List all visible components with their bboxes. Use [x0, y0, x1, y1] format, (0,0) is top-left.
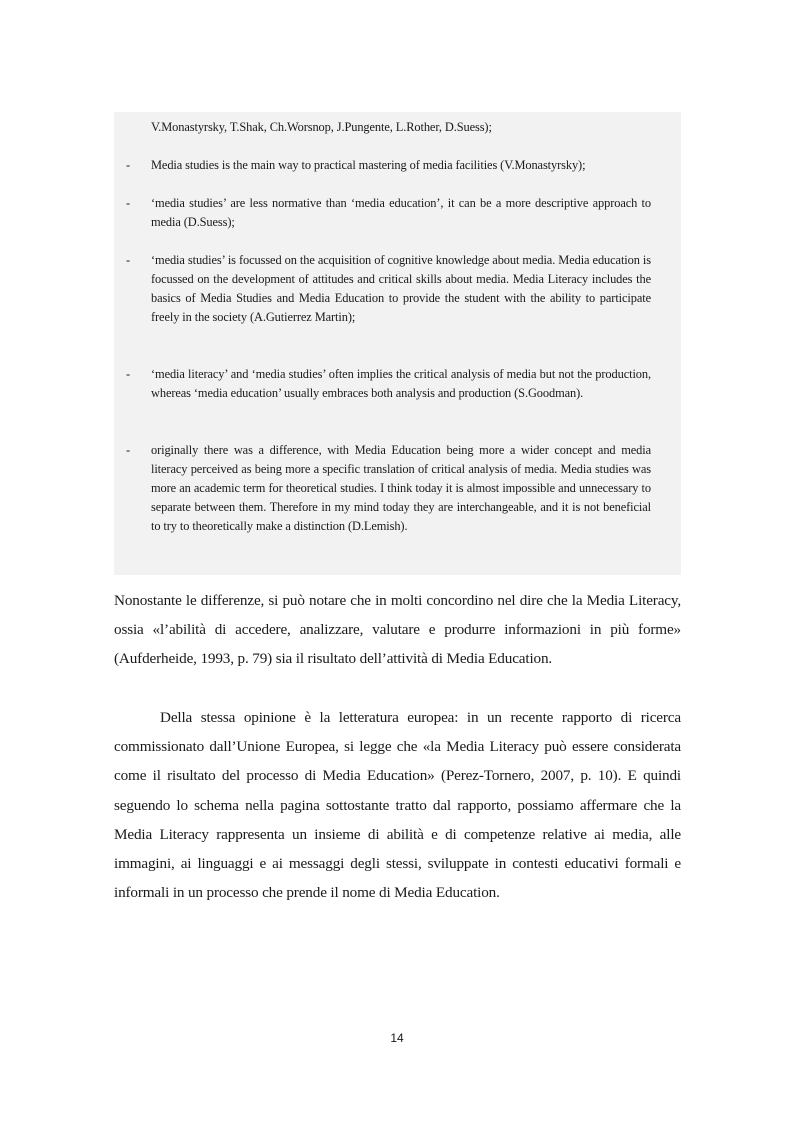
- bullet-dash: -: [126, 196, 131, 210]
- quote-continuation: V.Monastyrsky, T.Shak, Ch.Worsnop, J.Pungente, L.Rother, D.Suess);: [151, 120, 492, 134]
- bullet-dash: -: [126, 158, 131, 172]
- bullet-dash: -: [126, 367, 131, 381]
- bullet-text: ‘media studies’ are less normative than ‘media education’, it can be a more descriptive approach to media (D.Suess);: [151, 196, 651, 229]
- bullet-text: Media studies is the main way to practical mastering of media facilities (V.Monastyrsky);: [151, 158, 586, 172]
- bullet-text: ‘media literacy’ and ‘media studies’ often implies the critical analysis of media but not the production, whereas ‘media education’ usually embraces both analysis and production (S.Goodman).: [151, 367, 651, 400]
- bullet-text: ‘media studies’ is focussed on the acquisition of cognitive knowledge about media. Media education is focussed on the development of attitudes and critical skills about media. Media Literacy includes the basics of Media Studies and Media Education to provide the student with the ability to participate freely in the society (A.Gutierrez Martin);: [151, 253, 651, 324]
- bullet-dash: -: [126, 253, 131, 267]
- body-paragraph: Nonostante le differenze, si può notare che in molti concordino nel dire che la Media Literacy, ossia «l’abilità di accedere, analizzare, valutare e produrre informazioni in più forme» (Aufderheide, 1993, p. 79) sia il risultato dell’attività di Media Education.: [114, 592, 681, 668]
- page-number: 14: [390, 1031, 404, 1045]
- bullet-dash: -: [126, 443, 131, 457]
- body-paragraph: Della stessa opinione è la letteratura europea: in un recente rapporto di ricerca commissionato dall’Unione Europea, si legge che «la Media Literacy può essere considerata come il risultato del processo di Media Education» (Perez-Tornero, 2007, p. 10). E quindi seguendo lo schema nella pagina sottostante tratto dal rapporto, possiamo affermare che la Media Literacy rappresenta un insieme di abilità e di competenze relative ai media, alle immagini, ai linguaggi e ai messaggi degli stessi, sviluppate in contesti educativi formali e informali in un processo che prende il nome di Media Education.: [114, 709, 681, 902]
- quote-box: [114, 112, 681, 575]
- bullet-text: originally there was a difference, with Media Education being more a wider concept and media literacy perceived as being more a specific translation of critical analysis of media. Media studies was more an academic term for theoretical studies. I think today it is almost impossible and unnecessary to separate between them. Therefore in my mind today they are interchangeable, and it is not beneficial to try to theoretically make a distinction (D.Lemish).: [151, 443, 651, 533]
